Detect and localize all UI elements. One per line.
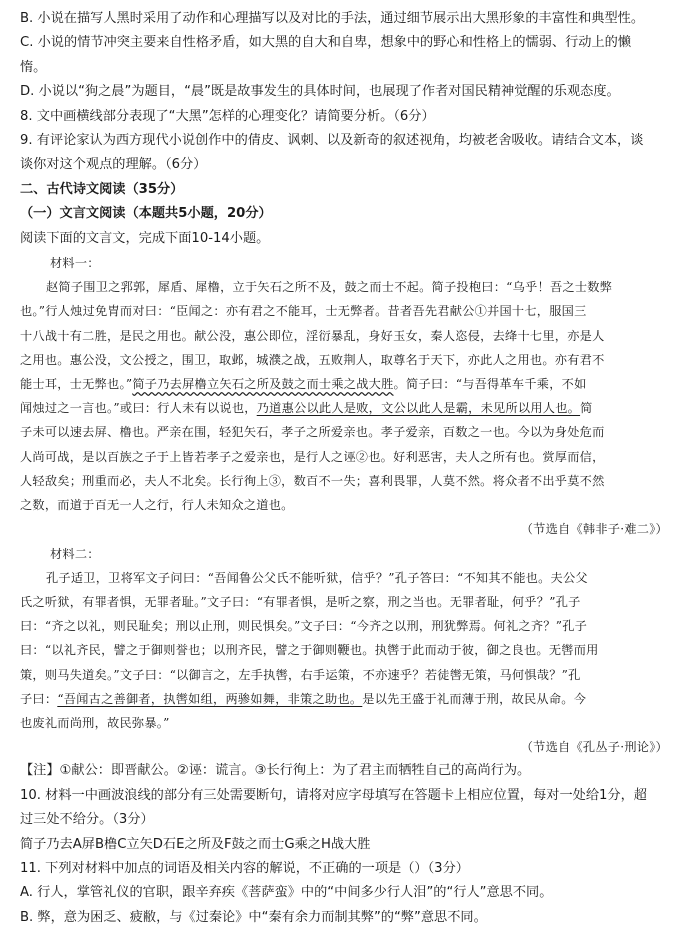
text-segment: 。简子曰：“与吾得革车千乘，不如: [393, 377, 587, 392]
question-7-option-c-line-2: 惰。: [20, 59, 47, 75]
material-2-source: （节选自《孔丛子·刑论》）: [520, 740, 668, 755]
material-2-line: 曰：“以礼齐民，譬之于御则誉也；以刑齐民，譬之于御则鞭也。执辔于此而动于彼，御之良也。无辔而用: [20, 643, 599, 658]
subsection-title: （一）文言文阅读（本题共5小题，20分）: [20, 206, 272, 222]
text-segment: 子曰：: [20, 691, 58, 706]
underlined-sentence: 乃道惠公以此人是败，文公以此人是霸，未见所以用人也。: [256, 401, 581, 416]
material-1-line: [20, 372, 678, 396]
wavy-underlined-sentence: 简子乃去屏橹立矢石之所及鼓之而士乘之战大胜: [132, 377, 394, 392]
material-2-line: 曰：“齐之以礼，则民耻矣；刑以止刑，则民惧矣。”文子曰：“今齐之以刑，刑犹弊焉。何礼之齐？”孔子: [20, 619, 588, 634]
question-7-option-c-line-1: C. 小说的情节冲突主要来自性格矛盾，如大黑的自大和自卑，想象中的野心和性格上的懦弱、行动上的懒: [20, 35, 632, 51]
reading-instruction: 阅读下面的文言文，完成下面10-14小题。: [20, 230, 270, 246]
text-segment: 简: [580, 401, 593, 416]
question-9-line-2: 谈你对这个观点的理解。（6分）: [20, 157, 207, 173]
annotation-notes: 【注】①献公：即晋献公。②诬：谎言。③长行徇上：为了君主而牺牲自己的高尚行为。: [20, 763, 531, 779]
material-1-line: 也。”行人烛过免胄而对曰：“臣闻之：亦有君之不能耳，士无弊者。昔者吾先君献公①并国十七，服国三: [20, 304, 587, 319]
material-2-line: 孔子适卫，卫将军文子问曰：“吾闻鲁公父氏不能听狱，信乎？”孔子答曰：“不知其不能也。夫公父: [46, 570, 588, 585]
material-1-line: 十八战十有二胜，是民之用也。献公没，惠公即位，淫衍暴乱，身好玉女，秦人恣侵，去绛十七里，亦是人: [20, 328, 605, 343]
question-10-line-1: 10. 材料一中画波浪线的部分有三处需要断句，请将对应字母填写在答题卡上相应位置，每对一处给1分，超: [20, 787, 647, 803]
material-1-line: 子未可以速去屏、橹也。严亲在围，轻犯矢石，孝子之所爱亲也。孝子爱亲，百数之一也。今以为身处危而: [20, 425, 605, 440]
material-1-line: 之数，而道于百无一人之行，行人未知众之道也。: [20, 498, 294, 513]
material-1-line: 赵简子围卫之郛郭，犀盾、犀橹，立于矢石之所不及，鼓之而士不起。简子投枹曰：“乌乎！吾之士数弊: [46, 280, 613, 295]
text-segment: 是以先王盛于礼而薄于刑，故民从命。今: [362, 691, 587, 706]
question-7-option-b: B. 小说在描写人黑时采用了动作和心理描写以及对比的手法，通过细节展示出大黑形象的丰富性和典型性。: [20, 11, 645, 26]
material-2-line: [20, 687, 678, 711]
material-2-line: 策，则马失道矣。”文子曰：“以御言之，左手执辔，右手运策，不亦速乎？若徒辔无策，马何惧哉？”孔: [20, 667, 581, 682]
material-2-line: 也废礼而尚刑，故民弥暴。”: [20, 715, 170, 730]
section-title: 二、古代诗文阅读（35分）: [20, 181, 184, 197]
material-1-line: 人轻敌矣；刑重而必，夫人不北矣。长行徇上③，数百不一失；喜利畏罪，人莫不然。将众者不出乎莫不然: [20, 473, 605, 488]
question-11-stem: 11. 下列对材料中加点的词语及相关内容的解说，不正确的一项是（）（3分）: [20, 860, 469, 876]
material-1-line: 人尚可战，是以百族之子于上皆若孝子之爱亲也，是行人之诬②也。好利恶害，夫人之所有也。赏厚而信，: [20, 449, 605, 464]
question-10-line-2: 过三处不给分。（3分）: [20, 812, 154, 828]
question-11-option-a: A. 行人，掌管礼仪的官职，跟辛弃疾《菩萨蛮》中的“中间多少行人泪”的“行人”意思不同。: [20, 885, 553, 901]
question-8: 8. 文中画横线部分表现了“大黑”怎样的心理变化？请简要分析。（6分）: [20, 108, 435, 124]
underlined-sentence: “吾闻古之善御者，执辔如组，两骖如舞，非策之助也。: [57, 691, 363, 706]
material-1-line: 之用也。惠公没，文公授之，围卫，取邺，城濮之战，五败荆人，取尊名于天下，亦此人之用也。亦有君不: [20, 352, 605, 367]
material-1-source: （节选自《韩非子·难二》）: [520, 522, 668, 537]
text-segment: 能士耳，士无弊也。”: [20, 377, 133, 392]
material-2-label: 材料二：: [50, 546, 100, 561]
material-1-label: 材料一：: [50, 256, 100, 271]
question-11-option-b: B. 弊，意为困乏、疲敝，与《过秦论》中“秦有余力而制其弊”的“弊”意思不同。: [20, 909, 487, 925]
material-1-line: [20, 396, 678, 420]
question-9-line-1: 9. 有评论家认为西方现代小说创作中的倩皮、讽刺、以及新奇的叙述视角，均被老舍吸收。请结合文本，谈: [20, 133, 644, 149]
question-10-options: 简子乃去A屏B橹C立矢D石E之所及F鼓之而士G乘之H战大胜: [20, 836, 371, 852]
question-7-option-d: D. 小说以“狗之晨”为题目，“晨”既是故事发生的具体时间，也展现了作者对国民精神觉醒的乐观态度。: [20, 84, 620, 100]
material-2-line: 氏之听狱，有罪者惧，无罪者耻。”文子曰：“有罪者惧，是听之察，刑之当也。无罪者耻，何乎？”孔子: [20, 594, 581, 609]
text-segment: 闻烛过之一言也。”或曰：行人未有以说也，: [20, 401, 257, 416]
